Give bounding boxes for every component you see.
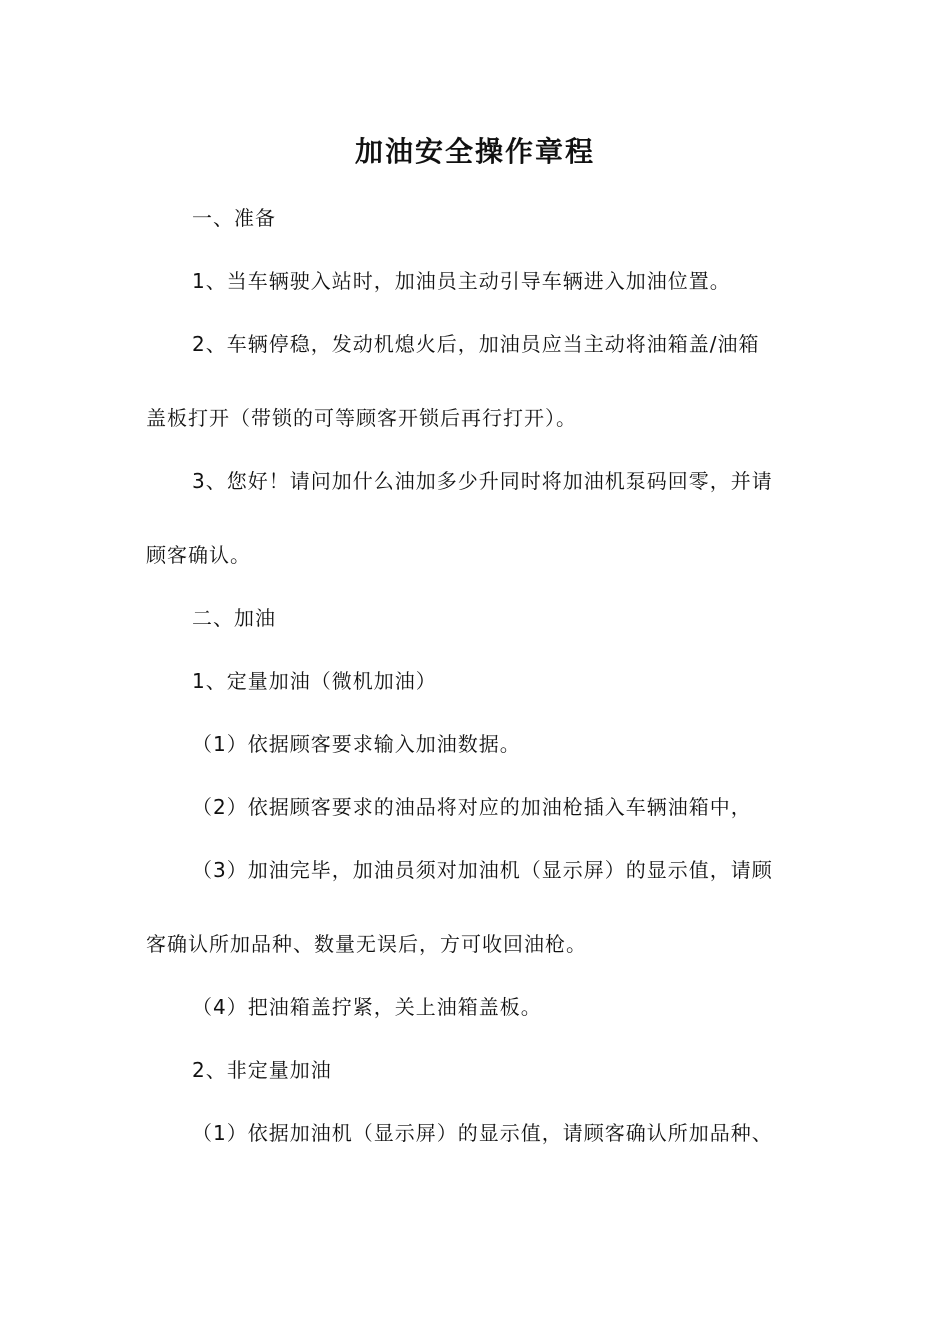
paragraph-line: （1）依据加油机（显示屏）的显示值，请顾客确认所加品种、 xyxy=(192,1121,773,1145)
paragraph-line: 客确认所加品种、数量无误后，方可收回油枪。 xyxy=(146,932,587,956)
subsection-heading: 2、非定量加油 xyxy=(192,1058,332,1082)
paragraph-line: 盖板打开（带锁的可等顾客开锁后再行打开）。 xyxy=(146,406,577,430)
subsection-heading: 1、定量加油（微机加油） xyxy=(192,669,437,693)
paragraph-line: （4）把油箱盖拧紧，关上油箱盖板。 xyxy=(192,995,542,1019)
paragraph-line: 顾客确认。 xyxy=(146,543,251,567)
paragraph-line: （2）依据顾客要求的油品将对应的加油枪插入车辆油箱中， xyxy=(192,795,752,819)
paragraph-line: （1）依据顾客要求输入加油数据。 xyxy=(192,732,521,756)
paragraph-line: 3、您好！请问加什么油加多少升同时将加油机泵码回零，并请 xyxy=(192,469,773,493)
section-heading-preparation: 一、准备 xyxy=(192,206,276,230)
paragraph-line: （3）加油完毕，加油员须对加油机（显示屏）的显示值，请顾 xyxy=(192,858,773,882)
section-heading-refueling: 二、加油 xyxy=(192,606,276,630)
paragraph-line: 1、当车辆驶入站时，加油员主动引导车辆进入加油位置。 xyxy=(192,269,731,293)
document-title: 加油安全操作章程 xyxy=(354,135,595,168)
paragraph-line: 2、车辆停稳，发动机熄火后，加油员应当主动将油箱盖/油箱 xyxy=(192,332,760,356)
